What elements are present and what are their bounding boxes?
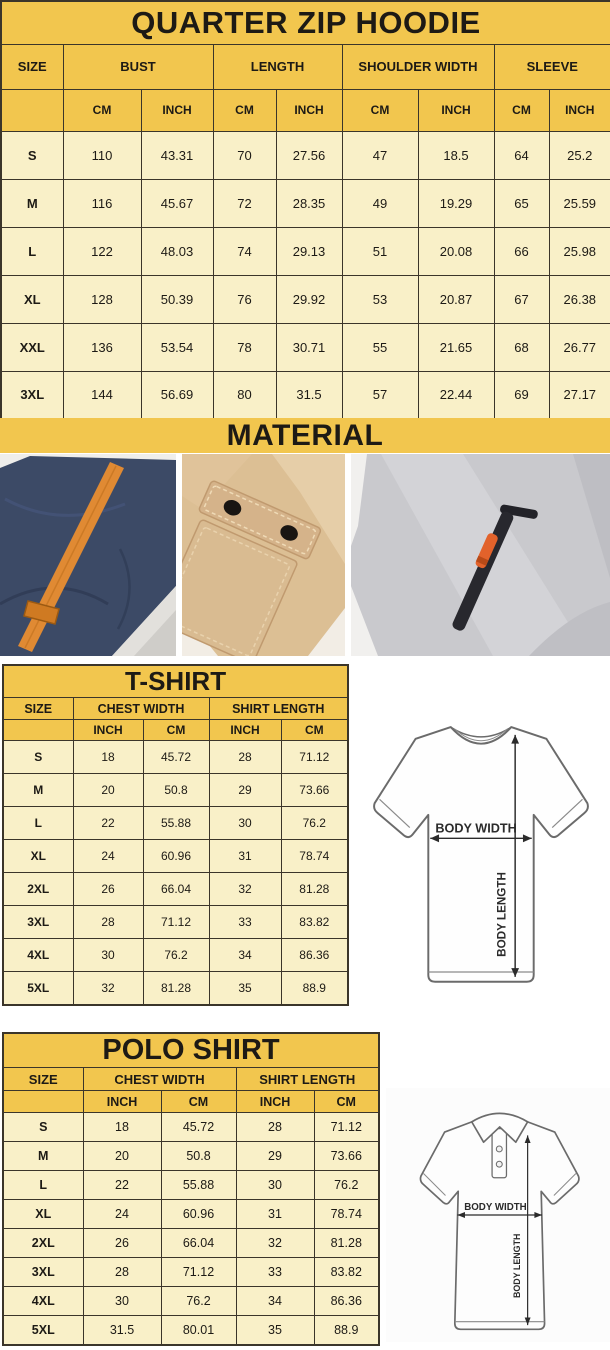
hoodie-col-size: SIZE [1,44,63,89]
value-cell: 48.03 [141,227,213,275]
size-cell: L [1,227,63,275]
value-cell: 76 [213,275,276,323]
body-length-label: BODY LENGTH [495,871,509,957]
polo-col-chest-width: CHEST WIDTH [83,1068,236,1091]
value-cell: 50.39 [141,275,213,323]
value-cell: 28 [73,906,143,939]
value-cell: 28 [83,1258,161,1287]
value-cell: 86.36 [314,1287,379,1316]
size-cell: 5XL [3,1316,83,1345]
value-cell: 65 [494,179,549,227]
unit-inch: INCH [418,89,494,131]
size-cell: S [3,1113,83,1142]
size-cell: 3XL [3,1258,83,1287]
unit-inch: INCH [549,89,610,131]
value-cell: 66.04 [161,1229,236,1258]
value-cell: 25.2 [549,131,610,179]
value-cell: 67 [494,275,549,323]
value-cell: 45.67 [141,179,213,227]
hoodie-table-title: QUARTER ZIP HOODIE [1,1,610,44]
material-photos [0,454,610,656]
hoodie-row-s [1,131,610,179]
tshirt-measurement-diagram [352,690,610,1012]
value-cell: 71.12 [143,906,209,939]
value-cell: 26.77 [549,323,610,371]
unit-inch: INCH [276,89,342,131]
value-cell: 32 [236,1229,314,1258]
size-cell: 2XL [3,1229,83,1258]
value-cell: 45.72 [161,1113,236,1142]
size-cell: M [1,179,63,227]
value-cell: 88.9 [281,972,348,1005]
polo-row-m [3,1142,379,1171]
value-cell: 81.28 [281,873,348,906]
size-cell: 2XL [3,873,73,906]
value-cell: 72 [213,179,276,227]
value-cell: 18.5 [418,131,494,179]
hoodie-row-3xl [1,371,610,419]
tshirt-units-row [3,720,348,741]
empty-cell [3,1091,83,1113]
value-cell: 76.2 [143,939,209,972]
value-cell: 25.98 [549,227,610,275]
value-cell: 86.36 [281,939,348,972]
tshirt-row-m [3,774,348,807]
value-cell: 29 [209,774,281,807]
polo-row-s [3,1113,379,1142]
value-cell: 45.72 [143,741,209,774]
hoodie-row-l [1,227,610,275]
unit-cm: CM [161,1091,236,1113]
size-cell: 5XL [3,972,73,1005]
value-cell: 71.12 [161,1258,236,1287]
polo-button [496,1161,502,1167]
value-cell: 74 [213,227,276,275]
hoodie-col-length: LENGTH [213,44,342,89]
value-cell: 35 [209,972,281,1005]
value-cell: 66 [494,227,549,275]
value-cell: 68 [494,323,549,371]
value-cell: 32 [209,873,281,906]
value-cell: 55 [342,323,418,371]
tshirt-col-chest-width: CHEST WIDTH [73,698,209,720]
value-cell: 27.17 [549,371,610,419]
value-cell: 28 [209,741,281,774]
value-cell: 128 [63,275,141,323]
value-cell: 31.5 [276,371,342,419]
gray-heather-zipper-pocket-photo [351,454,610,656]
value-cell: 24 [83,1200,161,1229]
value-cell: 32 [73,972,143,1005]
polo-button [496,1146,502,1152]
polo-placket [492,1129,506,1178]
value-cell: 22 [83,1171,161,1200]
polo-title-row [3,1033,379,1068]
value-cell: 29 [236,1142,314,1171]
unit-cm: CM [63,89,141,131]
value-cell: 76.2 [281,807,348,840]
polo-measurement-diagram [386,1088,610,1342]
value-cell: 60.96 [161,1200,236,1229]
value-cell: 70 [213,131,276,179]
hoodie-col-bust: BUST [63,44,213,89]
unit-cm: CM [342,89,418,131]
size-cell: L [3,1171,83,1200]
unit-inch: INCH [209,720,281,741]
value-cell: 25.59 [549,179,610,227]
hoodie-units-row [1,89,610,131]
value-cell: 33 [236,1258,314,1287]
size-cell: M [3,774,73,807]
value-cell: 30 [236,1171,314,1200]
value-cell: 28 [236,1113,314,1142]
size-cell: XL [1,275,63,323]
material-title: MATERIAL [226,418,384,452]
tshirt-col-size: SIZE [3,698,73,720]
polo-size-table [2,1032,380,1346]
value-cell: 24 [73,840,143,873]
value-cell: 31 [209,840,281,873]
value-cell: 73.66 [281,774,348,807]
value-cell: 30.71 [276,323,342,371]
unit-inch: INCH [73,720,143,741]
value-cell: 78.74 [314,1200,379,1229]
polo-col-shirt-length: SHIRT LENGTH [236,1068,379,1091]
tshirt-header-row [3,698,348,720]
unit-inch: INCH [141,89,213,131]
value-cell: 122 [63,227,141,275]
value-cell: 71.12 [314,1113,379,1142]
unit-inch: INCH [83,1091,161,1113]
size-cell: M [3,1142,83,1171]
hoodie-row-xxl [1,323,610,371]
value-cell: 21.65 [418,323,494,371]
value-cell: 136 [63,323,141,371]
size-cell: S [1,131,63,179]
value-cell: 81.28 [143,972,209,1005]
khaki-snap-flap-pocket-photo [182,454,345,656]
polo-row-4xl [3,1287,379,1316]
value-cell: 69 [494,371,549,419]
tshirt-row-4xl [3,939,348,972]
value-cell: 26 [83,1229,161,1258]
empty-cell [3,720,73,741]
value-cell: 18 [83,1113,161,1142]
tshirt-size-table [2,664,349,1006]
value-cell: 43.31 [141,131,213,179]
hoodie-col-shoulder-width: SHOULDER WIDTH [342,44,494,89]
value-cell: 80.01 [161,1316,236,1345]
size-cell: XXL [1,323,63,371]
value-cell: 29.92 [276,275,342,323]
value-cell: 110 [63,131,141,179]
value-cell: 81.28 [314,1229,379,1258]
value-cell: 22.44 [418,371,494,419]
unit-cm: CM [494,89,549,131]
polo-units-row [3,1091,379,1113]
value-cell: 144 [63,371,141,419]
value-cell: 83.82 [314,1258,379,1287]
value-cell: 56.69 [141,371,213,419]
value-cell: 28.35 [276,179,342,227]
value-cell: 78.74 [281,840,348,873]
polo-table-title: POLO SHIRT [3,1033,379,1068]
value-cell: 18 [73,741,143,774]
unit-cm: CM [281,720,348,741]
hoodie-title-row [1,1,610,44]
size-cell: XL [3,840,73,873]
value-cell: 88.9 [314,1316,379,1345]
navy-fleece-orange-drawstring-photo [0,454,176,656]
value-cell: 19.29 [418,179,494,227]
value-cell: 71.12 [281,741,348,774]
value-cell: 57 [342,371,418,419]
value-cell: 20.08 [418,227,494,275]
value-cell: 50.8 [143,774,209,807]
polo-header-row [3,1068,379,1091]
polo-col-size: SIZE [3,1068,83,1091]
size-cell: 4XL [3,1287,83,1316]
value-cell: 53.54 [141,323,213,371]
value-cell: 34 [236,1287,314,1316]
value-cell: 51 [342,227,418,275]
value-cell: 73.66 [314,1142,379,1171]
hoodie-size-table [0,0,610,420]
value-cell: 47 [342,131,418,179]
polo-row-3xl [3,1258,379,1287]
tshirt-row-l [3,807,348,840]
value-cell: 33 [209,906,281,939]
value-cell: 55.88 [161,1171,236,1200]
value-cell: 66.04 [143,873,209,906]
value-cell: 50.8 [161,1142,236,1171]
tshirt-row-3xl [3,906,348,939]
size-cell: S [3,741,73,774]
hoodie-header-row [1,44,610,89]
value-cell: 20 [73,774,143,807]
polo-row-xl [3,1200,379,1229]
size-cell: XL [3,1200,83,1229]
unit-cm: CM [213,89,276,131]
value-cell: 35 [236,1316,314,1345]
value-cell: 30 [209,807,281,840]
value-cell: 20.87 [418,275,494,323]
unit-cm: CM [314,1091,379,1113]
size-cell: 3XL [1,371,63,419]
value-cell: 29.13 [276,227,342,275]
value-cell: 80 [213,371,276,419]
tshirt-table-title: T-SHIRT [3,665,348,698]
empty-cell [1,89,63,131]
hoodie-col-sleeve: SLEEVE [494,44,610,89]
body-width-label: BODY WIDTH [435,821,517,836]
value-cell: 30 [73,939,143,972]
value-cell: 76.2 [161,1287,236,1316]
size-cell: 3XL [3,906,73,939]
value-cell: 64 [494,131,549,179]
tshirt-row-2xl [3,873,348,906]
tshirt-title-row [3,665,348,698]
value-cell: 53 [342,275,418,323]
value-cell: 49 [342,179,418,227]
value-cell: 60.96 [143,840,209,873]
value-cell: 116 [63,179,141,227]
size-cell: 4XL [3,939,73,972]
value-cell: 83.82 [281,906,348,939]
value-cell: 27.56 [276,131,342,179]
unit-inch: INCH [236,1091,314,1113]
polo-row-l [3,1171,379,1200]
value-cell: 31.5 [83,1316,161,1345]
polo-row-5xl [3,1316,379,1345]
value-cell: 55.88 [143,807,209,840]
value-cell: 26.38 [549,275,610,323]
value-cell: 20 [83,1142,161,1171]
material-section-title-bar [0,418,610,453]
value-cell: 76.2 [314,1171,379,1200]
value-cell: 26 [73,873,143,906]
value-cell: 22 [73,807,143,840]
value-cell: 78 [213,323,276,371]
body-length-label: BODY LENGTH [512,1233,523,1299]
tshirt-row-xl [3,840,348,873]
tshirt-col-shirt-length: SHIRT LENGTH [209,698,348,720]
size-cell: L [3,807,73,840]
unit-cm: CM [143,720,209,741]
hoodie-row-xl [1,275,610,323]
polo-row-2xl [3,1229,379,1258]
tshirt-row-s [3,741,348,774]
value-cell: 34 [209,939,281,972]
body-width-label: BODY WIDTH [464,1201,527,1213]
tshirt-row-5xl [3,972,348,1005]
hoodie-row-m [1,179,610,227]
value-cell: 30 [83,1287,161,1316]
value-cell: 31 [236,1200,314,1229]
